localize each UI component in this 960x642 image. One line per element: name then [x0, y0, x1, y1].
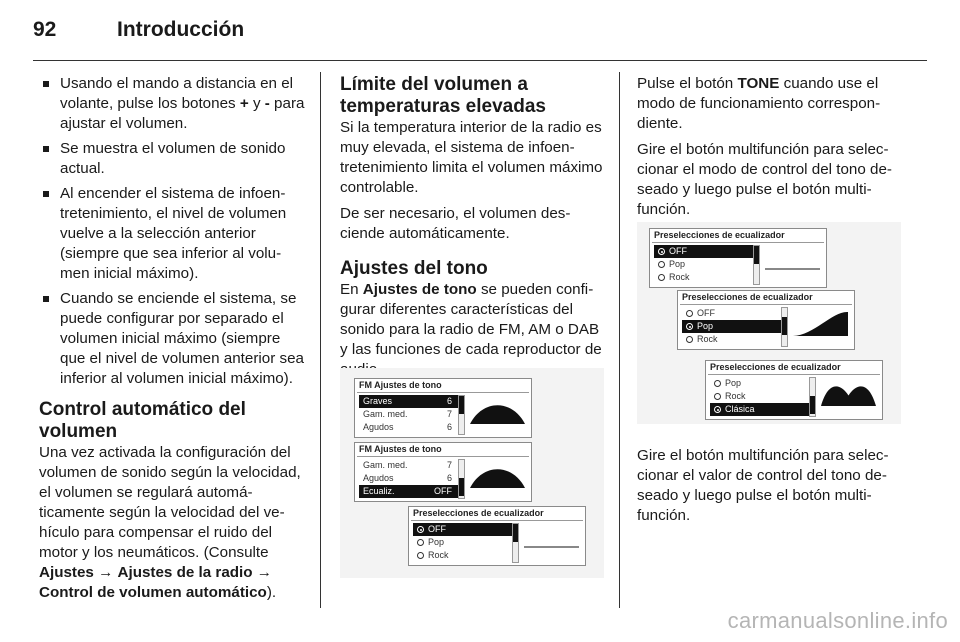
menu-row[interactable] — [710, 403, 809, 416]
text-run: Cuando se enciende el sistema, se puede configurar por separado el volumen inicial máximo (siempre que el nivel de volumen anterior sea inferior al volumen inicial máximo). — [60, 290, 304, 387]
row-label: Gam. med. — [363, 460, 408, 470]
section-body-auto-volume — [39, 443, 305, 603]
bullet-item — [39, 184, 305, 284]
row-value: 6 — [446, 473, 452, 483]
radio-icon — [658, 248, 665, 255]
row-label: Rock — [669, 272, 690, 282]
scrollbar-thumb[interactable] — [513, 524, 518, 542]
paragraph: Gire el botón multifunción para seleccionar el modo de control del tono deseado y luego pulse el botón multifunción. — [637, 141, 892, 218]
section-title-tone: Ajustes del tono — [340, 258, 488, 279]
menu-row[interactable] — [682, 320, 781, 333]
menu-row[interactable] — [710, 390, 809, 403]
device-screen — [354, 378, 532, 438]
bold-term: Ajustes de la radio — [117, 564, 253, 581]
column-divider-1 — [320, 72, 321, 608]
eq-curve-graphic — [468, 461, 527, 491]
row-label: Rock — [428, 550, 449, 560]
menu-row[interactable] — [413, 549, 512, 562]
text-run: se pueden configurar diferentes características del sonido para la radio de FM, AM o DAB y las funciones de cada reproductor de — [340, 281, 602, 358]
text-run: ). — [266, 584, 277, 601]
text-run: Una vez activada la configuración del volumen de sonido según la velocidad, el volumen se regulará automáticamente según la velocidad del vehículo para compensar el ruido del motor y los neumáticos. (Consulte — [39, 444, 301, 561]
page-title: Introducción — [117, 18, 245, 41]
bold-term: Control de volumen automático — [39, 584, 267, 601]
paragraph: Gire el botón multifunción para seleccionar el valor de control del tono deseado y luego pulse el botón multifunción. — [637, 447, 889, 524]
row-value: 6 — [446, 396, 452, 406]
bold-term: Ajustes de tono — [362, 281, 477, 298]
paragraph: De ser necesario, el volumen desciende automáticamente. — [340, 205, 571, 242]
column-1 — [39, 74, 305, 609]
section-title-auto-volume: Control automático del volumen — [39, 399, 246, 442]
header-rule — [33, 60, 927, 61]
scrollbar-thumb[interactable] — [459, 396, 464, 414]
menu-row[interactable] — [359, 472, 458, 485]
row-label: OFF — [428, 524, 446, 534]
text-run: En — [340, 281, 363, 298]
row-label: Agudos — [363, 473, 394, 483]
row-value: 7 — [446, 409, 452, 419]
scrollbar-thumb[interactable] — [459, 478, 464, 496]
radio-icon — [714, 380, 721, 387]
menu-row[interactable] — [710, 377, 809, 390]
screen-title: FM Ajustes de tono — [359, 444, 442, 454]
row-label: Rock — [725, 391, 746, 401]
page-number: 92 — [33, 18, 57, 41]
device-screen — [649, 228, 827, 288]
scrollbar-thumb[interactable] — [754, 246, 759, 264]
watermark: carmanualsonline.info — [727, 608, 948, 633]
menu-row[interactable] — [413, 523, 512, 536]
radio-icon — [686, 336, 693, 343]
row-label: OFF — [669, 246, 687, 256]
menu-row[interactable] — [413, 536, 512, 549]
radio-icon — [417, 526, 424, 533]
row-label: Rock — [697, 334, 718, 344]
eq-curve-graphic — [522, 525, 581, 555]
eq-curve-graphic — [819, 379, 878, 409]
radio-icon — [417, 552, 424, 559]
bullet-item — [39, 74, 305, 134]
scrollbar[interactable] — [458, 459, 465, 499]
bullet-item — [39, 139, 305, 179]
column-divider-2 — [619, 72, 620, 608]
title-divider — [357, 392, 529, 393]
column-2 — [340, 74, 604, 386]
screen-title: Preselecciones de ecualizador — [682, 292, 813, 302]
radio-icon — [686, 310, 693, 317]
scrollbar[interactable] — [781, 307, 788, 347]
eq-curve-graphic — [791, 309, 850, 339]
eq-curve-graphic — [468, 397, 527, 427]
radio-icon — [417, 539, 424, 546]
row-label: Ecualiz. — [363, 486, 395, 496]
text-run: cuando use el modo de funcionamiento correspondiente. — [637, 75, 881, 132]
text-run: → — [252, 564, 272, 581]
menu-row[interactable] — [359, 485, 458, 498]
radio-icon — [714, 406, 721, 413]
menu-row[interactable] — [654, 271, 753, 284]
paragraph: Si la temperatura interior de la radio es muy elevada, el sistema de infoentretenimiento limita el volumen máximo controlable. — [340, 119, 603, 196]
radio-icon — [658, 261, 665, 268]
row-value: OFF — [434, 486, 452, 496]
device-screen — [677, 290, 855, 350]
title-divider — [411, 520, 583, 521]
row-label: Graves — [363, 396, 393, 406]
title-divider — [708, 374, 880, 375]
scrollbar[interactable] — [753, 245, 760, 285]
menu-row[interactable] — [359, 459, 458, 472]
bold-term: - — [264, 95, 270, 112]
column-3-lower — [637, 446, 903, 532]
scrollbar[interactable] — [458, 395, 465, 435]
text-run: Al encender el sistema de infoentretenimiento, el nivel de volumen vuelve a la selección anterior (siempre que sea inferior al volumen inicial máximo). — [60, 185, 287, 282]
bullet-list — [39, 74, 305, 389]
text-run: para ajustar el volumen. — [60, 95, 305, 132]
row-label: Pop — [669, 259, 686, 269]
screen-title: FM Ajustes de tono — [359, 380, 442, 390]
eq-curve-graphic — [763, 247, 822, 277]
screen-title: Preselecciones de ecualizador — [654, 230, 785, 240]
row-value: 6 — [446, 422, 452, 432]
row-label: Pop — [428, 537, 445, 547]
title-divider — [357, 456, 529, 457]
row-label: Pop — [725, 378, 742, 388]
row-label: Clásica — [725, 404, 755, 414]
radio-icon — [714, 393, 721, 400]
text-run: Usando el mando a distancia en el volante, pulse los botones — [60, 75, 294, 112]
figure-equalizer-presets — [637, 222, 901, 424]
column-3 — [637, 74, 903, 226]
page-header — [33, 18, 244, 42]
scrollbar-thumb[interactable] — [782, 317, 787, 335]
menu-row[interactable] — [359, 395, 458, 408]
section-body-tone — [340, 280, 604, 380]
device-screen — [354, 442, 532, 502]
device-screen — [408, 506, 586, 566]
bullet-item — [39, 289, 305, 389]
row-label: Pop — [697, 321, 714, 331]
row-label: Gam. med. — [363, 409, 408, 419]
screen-title: Preselecciones de ecualizador — [413, 508, 544, 518]
text-run: Se muestra el volumen de sonido actual. — [60, 140, 286, 177]
menu-row[interactable] — [682, 307, 781, 320]
title-divider — [652, 242, 824, 243]
radio-icon — [658, 274, 665, 281]
row-label: Agudos — [363, 422, 394, 432]
row-value: 7 — [446, 460, 452, 470]
bold-term: + — [239, 95, 249, 112]
row-label: OFF — [697, 308, 715, 318]
menu-row[interactable] — [654, 245, 753, 258]
text-run: → — [93, 564, 118, 581]
radio-icon — [686, 323, 693, 330]
scrollbar-thumb[interactable] — [810, 396, 815, 414]
menu-row[interactable] — [359, 408, 458, 421]
screen-title: Preselecciones de ecualizador — [710, 362, 841, 372]
figure-tone-settings — [340, 368, 604, 578]
menu-row[interactable] — [682, 333, 781, 346]
scrollbar[interactable] — [809, 377, 816, 417]
paragraph — [637, 74, 903, 134]
device-screen — [705, 360, 883, 420]
section-title-volume-limit: Límite del volumen a temperaturas elevadas — [340, 74, 546, 117]
bold-term: Ajustes — [39, 564, 94, 581]
text-run: Pulse el botón — [637, 75, 738, 92]
menu-row[interactable] — [359, 421, 458, 434]
title-divider — [680, 304, 852, 305]
bold-term: TONE — [737, 75, 780, 92]
text-run: y — [248, 95, 265, 112]
scrollbar[interactable] — [512, 523, 519, 563]
menu-row[interactable] — [654, 258, 753, 271]
